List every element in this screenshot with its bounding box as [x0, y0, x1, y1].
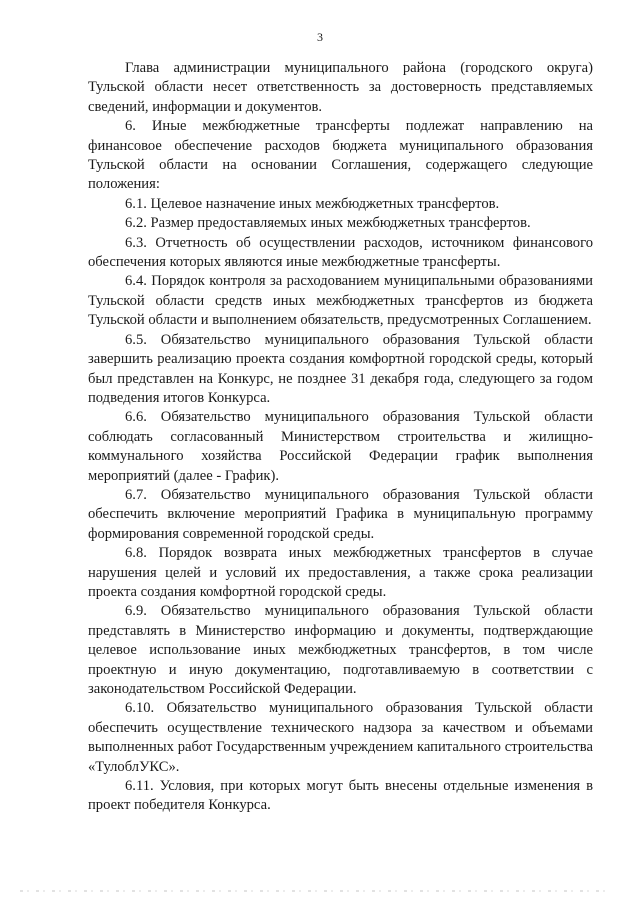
document-body — [88, 59, 593, 816]
paragraph-6-7: 6.7. Обязательство муниципального образования Тульской области обеспечить включение мероприятий Графика в муниципальную программу формирования современной городской среды. — [88, 486, 593, 542]
paragraph-6-3: 6.3. Отчетность об осуществлении расходов, источником финансового обеспечения которых являются иные межбюджетные трансферты. — [88, 234, 593, 271]
paragraph-6: 6. Иные межбюджетные трансферты подлежат направлению на финансовое обеспечение расходов бюджета муниципального образования Тульской области на основании Соглашения, содержащего следующие положения: — [88, 118, 593, 193]
paragraph-6-9: 6.9. Обязательство муниципального образования Тульской области представлять в Министерство информацию и документы, подтверждающие целевое использование иных межбюджетных трансфертов, в том числе проектную и иную документацию, подготавливаемую в соответствии с законодательством Российской Федерации. — [88, 603, 593, 697]
paragraph-6-1: 6.1. Целевое назначение иных межбюджетных трансфертов. — [125, 195, 500, 212]
paragraph-6-5: 6.5. Обязательство муниципального образования Тульской области завершить реализацию проекта создания комфортной городской среды, который был представлен на Конкурс, не позднее 31 декабря года, следующего за годом подведения итогов Конкурса. — [88, 331, 593, 406]
paragraph-6-2: 6.2. Размер предоставляемых иных межбюджетных трансфертов. — [125, 215, 531, 232]
paragraph-6-10: 6.10. Обязательство муниципального образования Тульской области обеспечить осуществление технического надзора за качеством и объемами выполненных работ Государственным учреждением капитального строительства «ТулоблУКС». — [88, 700, 593, 775]
scan-artifact-line — [20, 890, 610, 892]
paragraph-head-responsibility: Глава администрации муниципального района (городского округа) Тульской области несет ответственность за достоверность представляемых сведений, информации и документов. — [88, 60, 593, 115]
paragraph-6-11: 6.11. Условия, при которых могут быть внесены отдельные изменения в проект победителя Конкурса. — [88, 778, 593, 814]
paragraph-6-8: 6.8. Порядок возврата иных межбюджетных трансфертов в случае нарушения целей и условий их предоставления, а также срока реализации проекта создания комфортной городской среды. — [88, 545, 593, 600]
page-number: 3 — [317, 30, 323, 44]
paragraph-6-4: 6.4. Порядок контроля за расходованием муниципальными образованиями Тульской области средств иных межбюджетных трансфертов из бюджета Тульской области и выполнением обязательств, предусмотренных Соглашением. — [88, 273, 593, 329]
paragraph-6-6: 6.6. Обязательство муниципального образования Тульской области соблюдать согласованный Министерством строительства и жилищно-коммунального хозяйства Российской Федерации график выполнения мероприятий (далее - График). — [88, 409, 593, 484]
